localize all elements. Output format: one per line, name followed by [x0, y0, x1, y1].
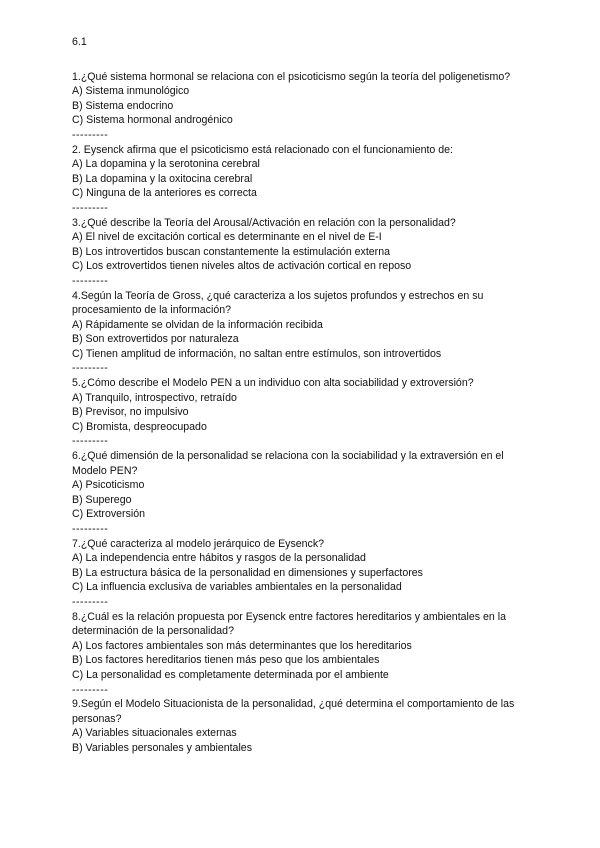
separator-line: --------- — [72, 595, 109, 608]
answer-option: C) Sistema hormonal androgénico — [72, 114, 233, 127]
question-text: 8.¿Cuál es la relación propuesta por Eysenck entre factores hereditarios y ambientales en la determinación de la personalidad? — [72, 610, 506, 638]
answer-option: B) Los introvertidos buscan constantemente la estimulación externa — [72, 245, 390, 258]
answer-option: B) Sistema endocrino — [72, 99, 174, 112]
question-block — [72, 449, 532, 537]
question-text: 7.¿Qué caracteriza al modelo jerárquico de Eysenck? — [72, 537, 325, 550]
section-heading: 6.1 — [72, 36, 87, 48]
answer-option: C) Bromista, despreocupado — [72, 420, 207, 433]
answer-option: A) Sistema inmunológico — [72, 85, 190, 98]
answer-option: C) Los extrovertidos tienen niveles altos de activación cortical en reposo — [72, 260, 412, 273]
question-block — [72, 537, 532, 610]
question-text: 5.¿Cómo describe el Modelo PEN a un individuo con alta sociabilidad y extroversión? — [72, 377, 474, 390]
question-block — [72, 143, 532, 216]
answer-option: A) La independencia entre hábitos y rasgos de la personalidad — [72, 552, 366, 565]
question-text: 4.Según la Teoría de Gross, ¿qué caracteriza a los sujetos profundos y estrechos en su procesamiento de la información? — [72, 289, 484, 317]
answer-option: A) Tranquilo, introspectivo, retraído — [72, 391, 237, 404]
question-block — [72, 610, 532, 698]
answer-option: B) Variables personales y ambientales — [72, 741, 252, 754]
answer-option: A) La dopamina y la serotonina cerebral — [72, 158, 260, 171]
question-text: 2. Eysenck afirma que el psicoticismo está relacionado con el funcionamiento de: — [72, 143, 453, 156]
answer-option: B) La dopamina y la oxitocina cerebral — [72, 172, 253, 185]
answer-option: C) La influencia exclusiva de variables ambientales en la personalidad — [72, 581, 402, 594]
separator-line: --------- — [72, 128, 109, 141]
separator-line: --------- — [72, 435, 109, 448]
separator-line: --------- — [72, 683, 109, 696]
answer-option: B) Son extrovertidos por naturaleza — [72, 333, 239, 346]
separator-line: --------- — [72, 362, 109, 375]
question-block — [72, 70, 532, 143]
separator-line: --------- — [72, 201, 109, 214]
separator-line: --------- — [72, 523, 109, 535]
question-block — [72, 216, 532, 289]
answer-option: A) Los factores ambientales son más determinantes que los hereditarios — [72, 639, 412, 652]
question-block — [72, 697, 532, 755]
question-text: 1.¿Qué sistema hormonal se relaciona con el psicoticismo según la teoría del poligenetismo? — [72, 70, 511, 83]
question-text: 9.Según el Modelo Situacionista de la personalidad, ¿qué determina el comportamiento de las personas? — [72, 698, 515, 725]
question-block — [72, 376, 532, 449]
answer-option: B) Superego — [72, 493, 132, 506]
question-text: 3.¿Qué describe la Teoría del Arousal/Activación en relación con la personalidad? — [72, 216, 456, 229]
answer-option: C) La personalidad es completamente determinada por el ambiente — [72, 668, 389, 681]
answer-option: B) Los factores hereditarios tienen más peso que los ambientales — [72, 654, 380, 667]
question-block — [72, 289, 532, 377]
document-content — [72, 35, 532, 756]
answer-option: C) Ninguna de la anteriores es correcta — [72, 187, 257, 200]
answer-option: C) Tienen amplitud de información, no saltan entre estímulos, son introvertidos — [72, 347, 442, 360]
answer-option: A) Variables situacionales externas — [72, 727, 237, 740]
answer-option: B) Previsor, no impulsivo — [72, 406, 189, 419]
separator-line: --------- — [72, 274, 109, 287]
answer-option: A) Psicoticismo — [72, 479, 145, 492]
answer-option: A) El nivel de excitación cortical es determinante en el nivel de E-I — [72, 231, 382, 244]
answer-option: C) Extroversión — [72, 508, 145, 521]
question-text: 6.¿Qué dimensión de la personalidad se relaciona con la sociabilidad y la extraversión en el Modelo PEN? — [72, 450, 504, 477]
question-list — [72, 70, 532, 756]
answer-option: A) Rápidamente se olvidan de la información recibida — [72, 318, 323, 331]
answer-option: B) La estructura básica de la personalidad en dimensiones y superfactores — [72, 566, 423, 579]
